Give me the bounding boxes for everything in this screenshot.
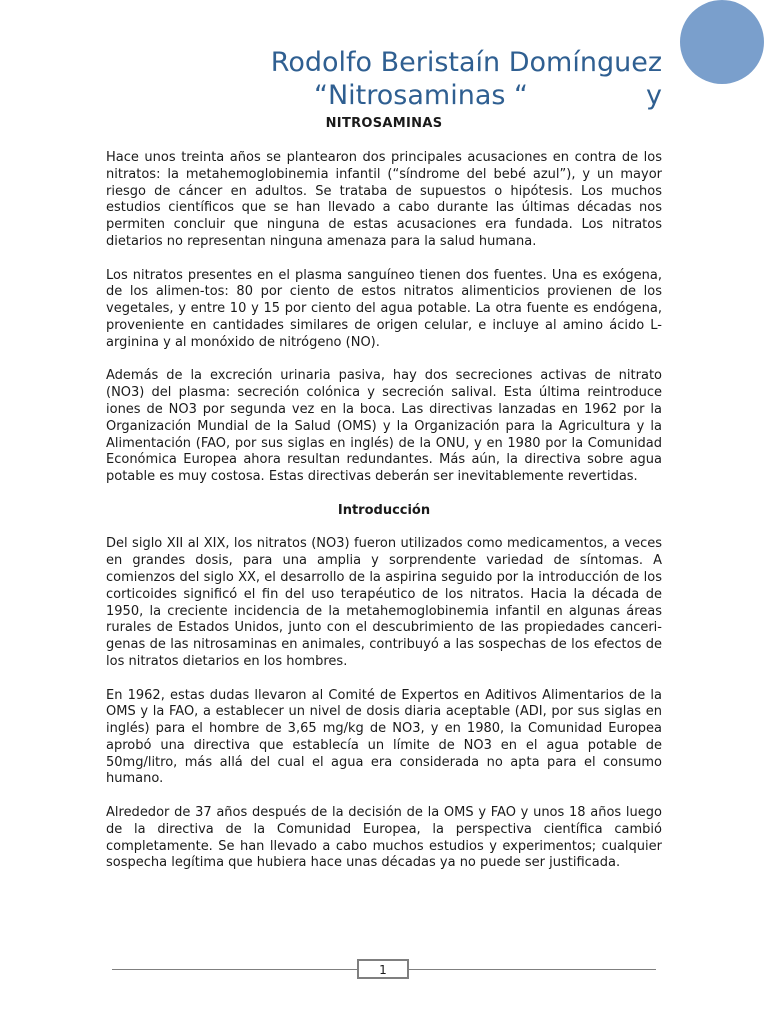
page-number: 1	[357, 959, 409, 979]
header-title-row	[106, 79, 662, 112]
paragraph: En 1962, estas dudas llevaron al Comité de Expertos en Aditivos Alimentarios de la OMS y la FAO, a establecer un nivel de dosis diaria aceptable (ADI, por sus siglas en inglés) para el hombre de 3,65 mg/kg de NO3, y en 1980, la Comunidad Europea aprobó una directiva que establecía un límite de NO3 en el agua potable de 50mg/litro, más allá del cual el agua era considerada no apta para el consumo humano.	[106, 687, 662, 787]
section-heading: NITROSAMINAS	[325, 116, 443, 131]
header-title-suffix: y	[646, 80, 662, 111]
paragraph: Del siglo XII al XIX, los nitratos (NO3) fueron utilizados como medicamentos, a veces en grandes dosis, para una amplia y sorprendente variedad de síntomas. A comienzos del siglo XX, el desarrollo de la aspirina seguido por la introducción de los corticoides significó el fin del uso terapéutico de los nitratos. Hacia la década de 1950, la creciente incidencia de la metahemoglobinemia infantil en algunas áreas rurales de Estados Unidos, junto con el descubrimiento de las propiedades canceri-genas de las nitrosaminas en animales, contribuyó a las sospechas de los efectos de los nitratos dietarios en los hombres.	[106, 536, 662, 669]
paragraph: Alrededor de 37 años después de la decisión de la OMS y FAO y unos 18 años luego de la directiva de la Comunidad Europea, la perspectiva científica cambió completamente. Se han llevado a cabo muchos estudios y experimentos; cualquier sospecha legítima que hubiera hace unas décadas ya no puede ser justificada.	[106, 805, 662, 871]
document-body	[106, 150, 662, 889]
corner-decoration-circle	[680, 0, 764, 84]
intro-heading: Introducción	[337, 502, 431, 518]
paragraph: Además de la excreción urinaria pasiva, hay dos secreciones activas de nitrato (NO3) del plasma: secreción colónica y secreción salival. Esta última reintroduce iones de NO3 por segunda vez en la boca. Las directivas lanzadas en 1962 por la Organización Mundial de la Salud (OMS) y la Organización para la Agricultura y la Alimentación (FAO, por sus siglas en inglés) de la ONU, y en 1980 por la Comunidad Económica Europea ahora resultan redundantes. Más aún, la directiva sobre agua potable es muy costosa. Estas directivas deberán ser inevitablemente revertidas.	[106, 368, 662, 485]
paragraph: Los nitratos presentes en el plasma sanguíneo tienen dos fuentes. Una es exógena, de los alimen-tos: 80 por ciento de estos nitratos alimenticios provienen de los vegetales, y entre 10 y 15 por ciento del agua potable. La otra fuente es endógena, proveniente en cantidades similares de origen celular, e incluye al amino ácido L-arginina y al monóxido de nitrógeno (NO).	[106, 267, 662, 350]
header-title: “Nitrosaminas “	[314, 80, 529, 111]
header-author: Rodolfo Beristaín Domínguez	[270, 47, 662, 78]
document-header	[106, 46, 662, 112]
paragraph: Hace unos treinta años se plantearon dos principales acusaciones en contra de los nitratos: la metahemoglobinemia infantil (“síndrome del bebé azul”), y un mayor riesgo de cáncer en adultos. Se trataba de supuestos o hipótesis. Los muchos estudios científicos que se han llevado a cabo durante las últimas décadas nos permiten concluir que ninguna de estas acusaciones era fundada. Los nitratos dietarios no representan ninguna amenaza para la salud humana.	[106, 150, 662, 249]
